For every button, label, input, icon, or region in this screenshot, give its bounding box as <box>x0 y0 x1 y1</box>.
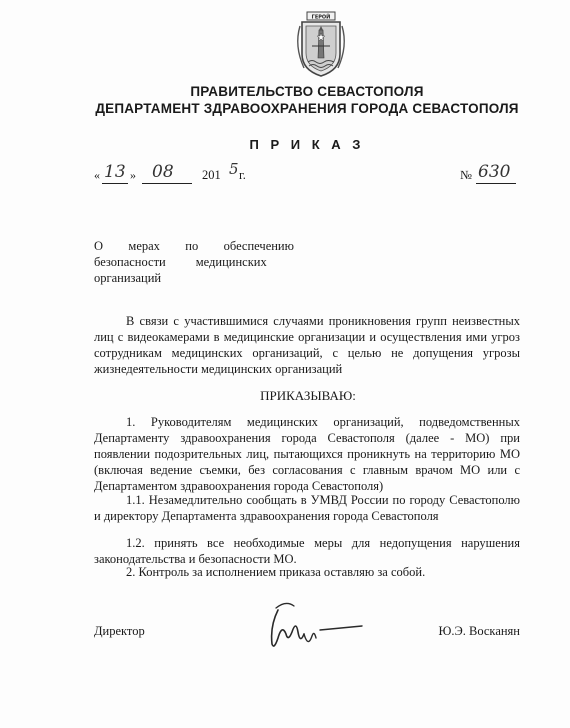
date-month-underline <box>142 183 192 184</box>
signer-name: Ю.Э. Восканян <box>438 624 520 638</box>
subject-line-2 <box>94 254 294 270</box>
subject-word: организаций <box>94 271 162 285</box>
subject-line-3 <box>94 270 294 286</box>
department-title: ДЕПАРТАМЕНТ ЗДРАВООХРАНЕНИЯ ГОРОДА СЕВАСТОПОЛЯ <box>95 101 519 116</box>
government-title: ПРАВИТЕЛЬСТВО СЕВАСТОПОЛЯ <box>190 84 424 99</box>
subject-word: О <box>94 239 104 253</box>
order-item-1: 1. Руководителям медицинских организаций, подведомственных Департаменту здравоохранения города Севастополя (далее - МО) при появлении подозрительных лиц, пытающихся проникнуть на территорию МО (включая ведение съемки, без согласования с главным врачом МО или с Департаментом здравоохранения города Севастополя) <box>94 415 520 493</box>
date-year-suffix: г. <box>239 168 246 182</box>
order-number-underline <box>476 183 516 184</box>
handwritten-signature-icon <box>256 596 366 656</box>
order-item-2: 2. Контроль за исполнением приказа оставляю за собой. <box>126 565 426 579</box>
document-type-heading: П Р И К А З <box>249 137 365 152</box>
order-word-heading: ПРИКАЗЫВАЮ: <box>260 388 356 403</box>
preamble-paragraph: В связи с участившимися случаями проникновения групп неизвестных лиц с видеокамерами в медицинские организации и осуществления ими угроз сотрудникам медицинских организаций, с целью не допущения угрозы жизнедеятельности медицинских организаций <box>94 314 520 376</box>
subject-word: обеспечению <box>223 239 294 253</box>
date-year-prefix: 201 <box>202 168 221 182</box>
date-year-digit: 5 <box>229 160 239 178</box>
sevastopol-coat-of-arms-icon <box>290 6 352 80</box>
order-number-sign: № <box>460 168 472 182</box>
subject-word: безопасности <box>94 255 166 269</box>
date-quote-close: » <box>130 168 136 182</box>
svg-text:ГЕРОЙ: ГЕРОЙ <box>311 14 331 21</box>
subject-word: по <box>185 239 199 253</box>
date-month: 08 <box>152 162 174 182</box>
signer-role: Директор <box>94 624 145 638</box>
date-day-underline <box>102 183 128 184</box>
subject-word: медицинских <box>195 255 267 269</box>
order-subject <box>94 238 294 286</box>
order-item-1-2: 1.2. принять все необходимые меры для недопущения нарушения законодательства и безопасности МО. <box>94 536 520 566</box>
subject-word: мерах <box>128 239 160 253</box>
date-number-row <box>94 160 524 192</box>
order-item-1-1: 1.1. Незамедлительно сообщать в УМВД России по городу Севастополю и директору Департамента здравоохранения города Севастополя <box>94 493 520 523</box>
date-day: 13 <box>104 162 126 182</box>
date-quote-open: « <box>94 168 100 182</box>
order-number: 630 <box>478 162 511 182</box>
subject-line-1 <box>94 238 294 254</box>
